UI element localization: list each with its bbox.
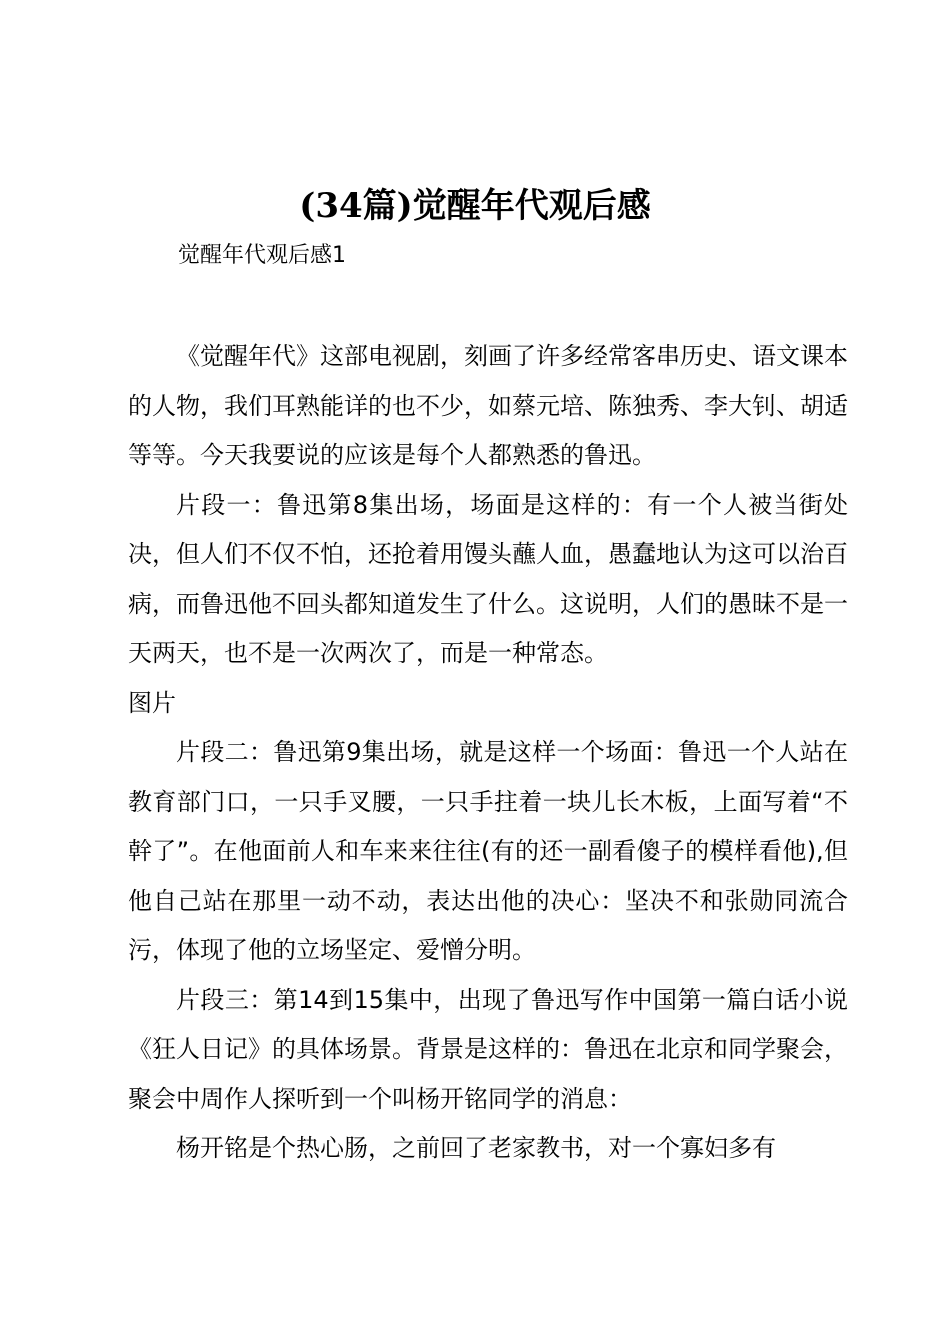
image-placeholder-label: 图片 — [128, 688, 176, 717]
paragraph-intro: 《觉醒年代》这部电视剧，刻画了许多经常客串历史、语文课本的人物，我们耳熟能详的也不少，如蔡元培、陈独秀、李大钊、胡适等等。今天我要说的应该是每个人都熟悉的鲁迅。 — [128, 342, 848, 469]
document-body — [128, 332, 848, 1174]
section-heading: 觉醒年代观后感1 — [178, 243, 346, 268]
paragraph-segment-three: 片段三：第14到15集中，出现了鲁迅写作中国第一篇白话小说《狂人日记》的具体场景。背景是这样的：鲁迅在北京和同学聚会，聚会中周作人探听到一个叫杨开铭同学的消息： — [128, 985, 848, 1113]
paragraph-segment-one: 片段一：鲁迅第8集出场，场面是这样的：有一个人被当街处决，但人们不仅不怕，还抢着用馒头蘸人血，愚蠢地认为这可以治百病，而鲁迅他不回头都知道发生了什么。这说明，人们的愚昧不是一天两天，也不是一次两次了，而是一种常态。 — [128, 490, 848, 667]
document-title: (34篇)觉醒年代观后感 — [299, 186, 651, 226]
paragraph-continuation: 杨开铭是个热心肠，之前回了老家教书，对一个寡妇多有 — [176, 1134, 776, 1162]
paragraph-segment-two: 片段二：鲁迅第9集出场，就是这样一个场面：鲁迅一个人站在教育部门口，一只手叉腰，一只手拄着一块儿长木板，上面写着“不幹了”。在他面前人和车来来往往(有的还一副看傻子的模样看他),但他自己站在那里一动不动，表达出他的决心：坚决不和张勋同流合污，体现了他的立场坚定、爱憎分明。 — [128, 738, 848, 964]
